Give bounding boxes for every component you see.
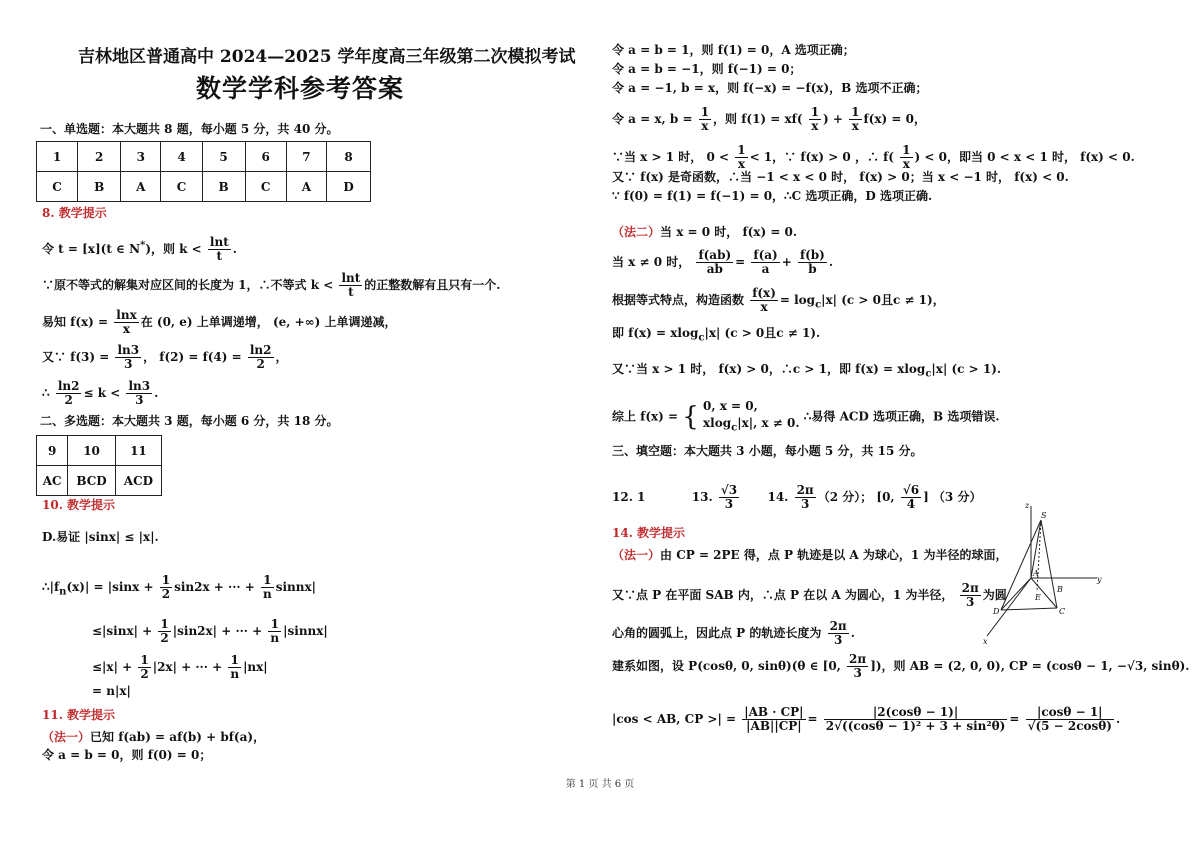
q10-line5: = n|x| <box>92 684 131 698</box>
q11-r2: 令 a = b = −1，则 f(−1) = 0； <box>612 62 802 76</box>
table-row-numbers <box>37 142 371 172</box>
table-cell: 9 <box>37 436 68 466</box>
q11-r13: 综上 f(x) = { 0, x = 0, xlog$_c$|x|, x ≠ 0. ∴易得 ACD 选项正确，B 选项错误. <box>612 399 1000 434</box>
q11-r6: 又∵ f(x) 是奇函数，∴当 −1 < x < 0 时， f(x) > 0；当 x < −1 时， f(x) < 0. <box>612 170 1069 184</box>
q8-line3: 易知 f(x) = $\frac{\ln x}{x}$ 在 (0, e) 上单调递增， (e, +∞) 上单调递减， <box>42 308 397 336</box>
table-cell: C <box>161 172 202 202</box>
q14-line2: 又∵点 P 在平面 SAB 内，∴点 P 在以 A 为圆心，1 为半径， $\frac{2\pi}{3}$ 为圆 <box>612 581 1007 609</box>
table-cell: 5 <box>202 142 245 172</box>
q11-r3: 令 a = −1, b = x，则 f(−x) = −f(x)，B 选项不正确； <box>612 81 928 95</box>
q11-line1: （法一）已知 f(ab) = af(b) + bf(a)， <box>42 730 266 744</box>
table-cell: B <box>78 172 121 202</box>
q14-title: 14. 教学提示 <box>612 526 686 540</box>
q10-title: 10. 教学提示 <box>42 498 116 512</box>
table-cell: C <box>245 172 286 202</box>
table-cell: D <box>327 172 371 202</box>
q10-line3: ≤|sinx| + $\frac{1}{2}$ |sin2x| + ··· + $\frac{1}{n}$ |sinnx| <box>92 617 328 645</box>
table-cell: A <box>286 172 326 202</box>
label-x: x <box>983 637 988 646</box>
label-d: D <box>993 607 1000 616</box>
pyramid-figure <box>975 498 1105 646</box>
q11-r4: 令 a = x, b = $\frac{1}{x}$ ，则 f(1) = xf( $\frac{1}{x}$ ) + $\frac{1}{x}$ f(x) = 0， <box>612 105 926 133</box>
q14-line1: （法一）由 CP = 2PE 得，点 P 轨迹是以 A 为球心，1 为半径的球面， <box>612 548 1008 562</box>
table-cell: 11 <box>115 436 161 466</box>
label-y: y <box>1097 575 1102 584</box>
q10-line1: D.易证 |sinx| ≤ |x|. <box>42 530 159 544</box>
table-cell: B <box>202 172 245 202</box>
q11-r11: 即 f(x) = xlog$_c$|x| (c > 0且c ≠ 1). <box>612 326 821 344</box>
q14-line3: 心角的圆弧上，因此点 P 的轨迹长度为 $\frac{2\pi}{3}$ . <box>612 619 855 647</box>
q11-r5: ∵当 x > 1 时， 0 < $\frac{1}{x}$ < 1，∵ f(x) > 0 ，∴ f( $\frac{1}{x}$ ) < 0，即当 0 < x < 1 时， f(x) < 0. <box>612 143 1135 171</box>
fill-answers: 12. 1 13. $\frac{√3}{3}$ 14. $\frac{2\pi}{3}$ （2 分）； [0, $\frac{√6}{4}$ ] （3 分） <box>612 483 982 511</box>
edge-sc <box>1041 520 1057 608</box>
q8-line1: 令 t = [x](t ∈ N*)，则 k < $\frac{\ln t}{t}$ . <box>42 235 237 263</box>
table-cell: 2 <box>78 142 121 172</box>
exam-header: 吉林地区普通高中 2024—2025 学年度高三年级第二次模拟考试 <box>78 47 576 67</box>
table-cell: 1 <box>37 142 78 172</box>
page-title: 数学学科参考答案 <box>196 74 405 103</box>
label-a: A <box>1033 569 1039 578</box>
table-cell: C <box>37 172 78 202</box>
edge-dc <box>1001 608 1057 610</box>
edge-ad <box>1001 578 1031 610</box>
section1-heading: 一、单选题：本大题共 8 题，每小题 5 分，共 40 分。 <box>40 122 339 136</box>
q14-line5: |cos < AB, CP >| = $\frac{|AB \cdot CP|}{|AB||CP|}$ = $\frac{|2(\cos\theta - 1)|}{\text{2√((cosθ − 1)² + 3 + sin²θ)}}$ = $\frac{|\cos\theta - 1|}{√(5 - 2\cos\theta)}$ . <box>612 705 1121 733</box>
table-cell: 6 <box>245 142 286 172</box>
label-c: C <box>1059 607 1066 616</box>
section3-heading: 三、填空题：本大题共 3 小题，每小题 5 分，共 15 分。 <box>612 444 923 458</box>
q11-r9: 当 x ≠ 0 时， $\frac{f(ab)}{ab}$ = $\frac{f(a)}{a}$ + $\frac{f(b)}{b}$ . <box>612 248 834 276</box>
table-cell: ACD <box>115 466 161 496</box>
q11-line2: 令 a = b = 0，则 f(0) = 0； <box>42 748 212 762</box>
table-cell: BCD <box>68 466 116 496</box>
label-s: S <box>1041 511 1047 520</box>
section2-heading: 二、多选题：本大题共 3 题，每小题 6 分，共 18 分。 <box>40 414 339 428</box>
q14-line4: 建系如图，设 P(cosθ, 0, sinθ)(θ ∈ [0, $\frac{2\pi}{3}$ ])，则 AB = (2, 0, 0), CP = (cosθ − 1, −√3, sinθ). <box>612 652 1190 680</box>
label-z: z <box>1025 501 1030 510</box>
table-cell: 4 <box>161 142 202 172</box>
q11-title: 11. 教学提示 <box>42 708 116 722</box>
section1-answer-table <box>36 141 371 202</box>
q8-line2: ∵原不等式的解集对应区间的长度为 1，∴不等式 k < $\frac{\ln t}{t}$ 的正整数解有且只有一个. <box>42 271 501 299</box>
label-b: B <box>1057 585 1063 594</box>
table-cell: 10 <box>68 436 116 466</box>
q10-line4: ≤|x| + $\frac{1}{2}$ |2x| + ··· + $\frac{1}{n}$ |nx| <box>92 653 268 681</box>
q8-title: 8. 教学提示 <box>42 206 107 220</box>
table-cell: 8 <box>327 142 371 172</box>
table-cell: 7 <box>286 142 326 172</box>
section2-answer-table <box>36 435 162 496</box>
page-footer: 第 1 页 共 6 页 <box>565 779 635 790</box>
q11-r1: 令 a = b = 1，则 f(1) = 0，A 选项正确； <box>612 43 855 57</box>
q11-r8: （法二）当 x = 0 时， f(x) = 0. <box>612 225 798 239</box>
label-e: E <box>1035 593 1041 602</box>
q11-r7: ∵ f(0) = f(1) = f(−1) = 0，∴C 选项正确，D 选项正确. <box>612 189 933 203</box>
q8-line4: 又∵ f(3) = $\frac{\ln 3}{3}$ ， f(2) = f(4) = $\frac{\ln 2}{2}$ ， <box>42 343 288 371</box>
table-cell: AC <box>37 466 68 496</box>
q10-line2: $\therefore|f_n(x)| = |\sin x$ + $\frac{1}{2}$ sin2x + ··· + $\frac{1}{n}$ sinnx| <box>42 573 317 601</box>
table-row-answers <box>37 172 371 202</box>
q8-line5: ∴ $\frac{\ln 2}{2}$ ≤ k < $\frac{\ln 3}{3}$ . <box>42 379 159 407</box>
table-row-answers <box>37 466 162 496</box>
q11-r12: 又∵当 x > 1 时， f(x) > 0，∴c > 1，即 f(x) = xlog$_c$|x| (c > 1). <box>612 362 1002 380</box>
table-cell: 3 <box>121 142 161 172</box>
table-row-numbers <box>37 436 162 466</box>
table-cell: A <box>121 172 161 202</box>
q11-r10: 根据等式特点，构造函数 $\frac{f(x)}{x}$ = $\log_c|x|$ (c > 0且c ≠ 1)， <box>612 286 945 314</box>
